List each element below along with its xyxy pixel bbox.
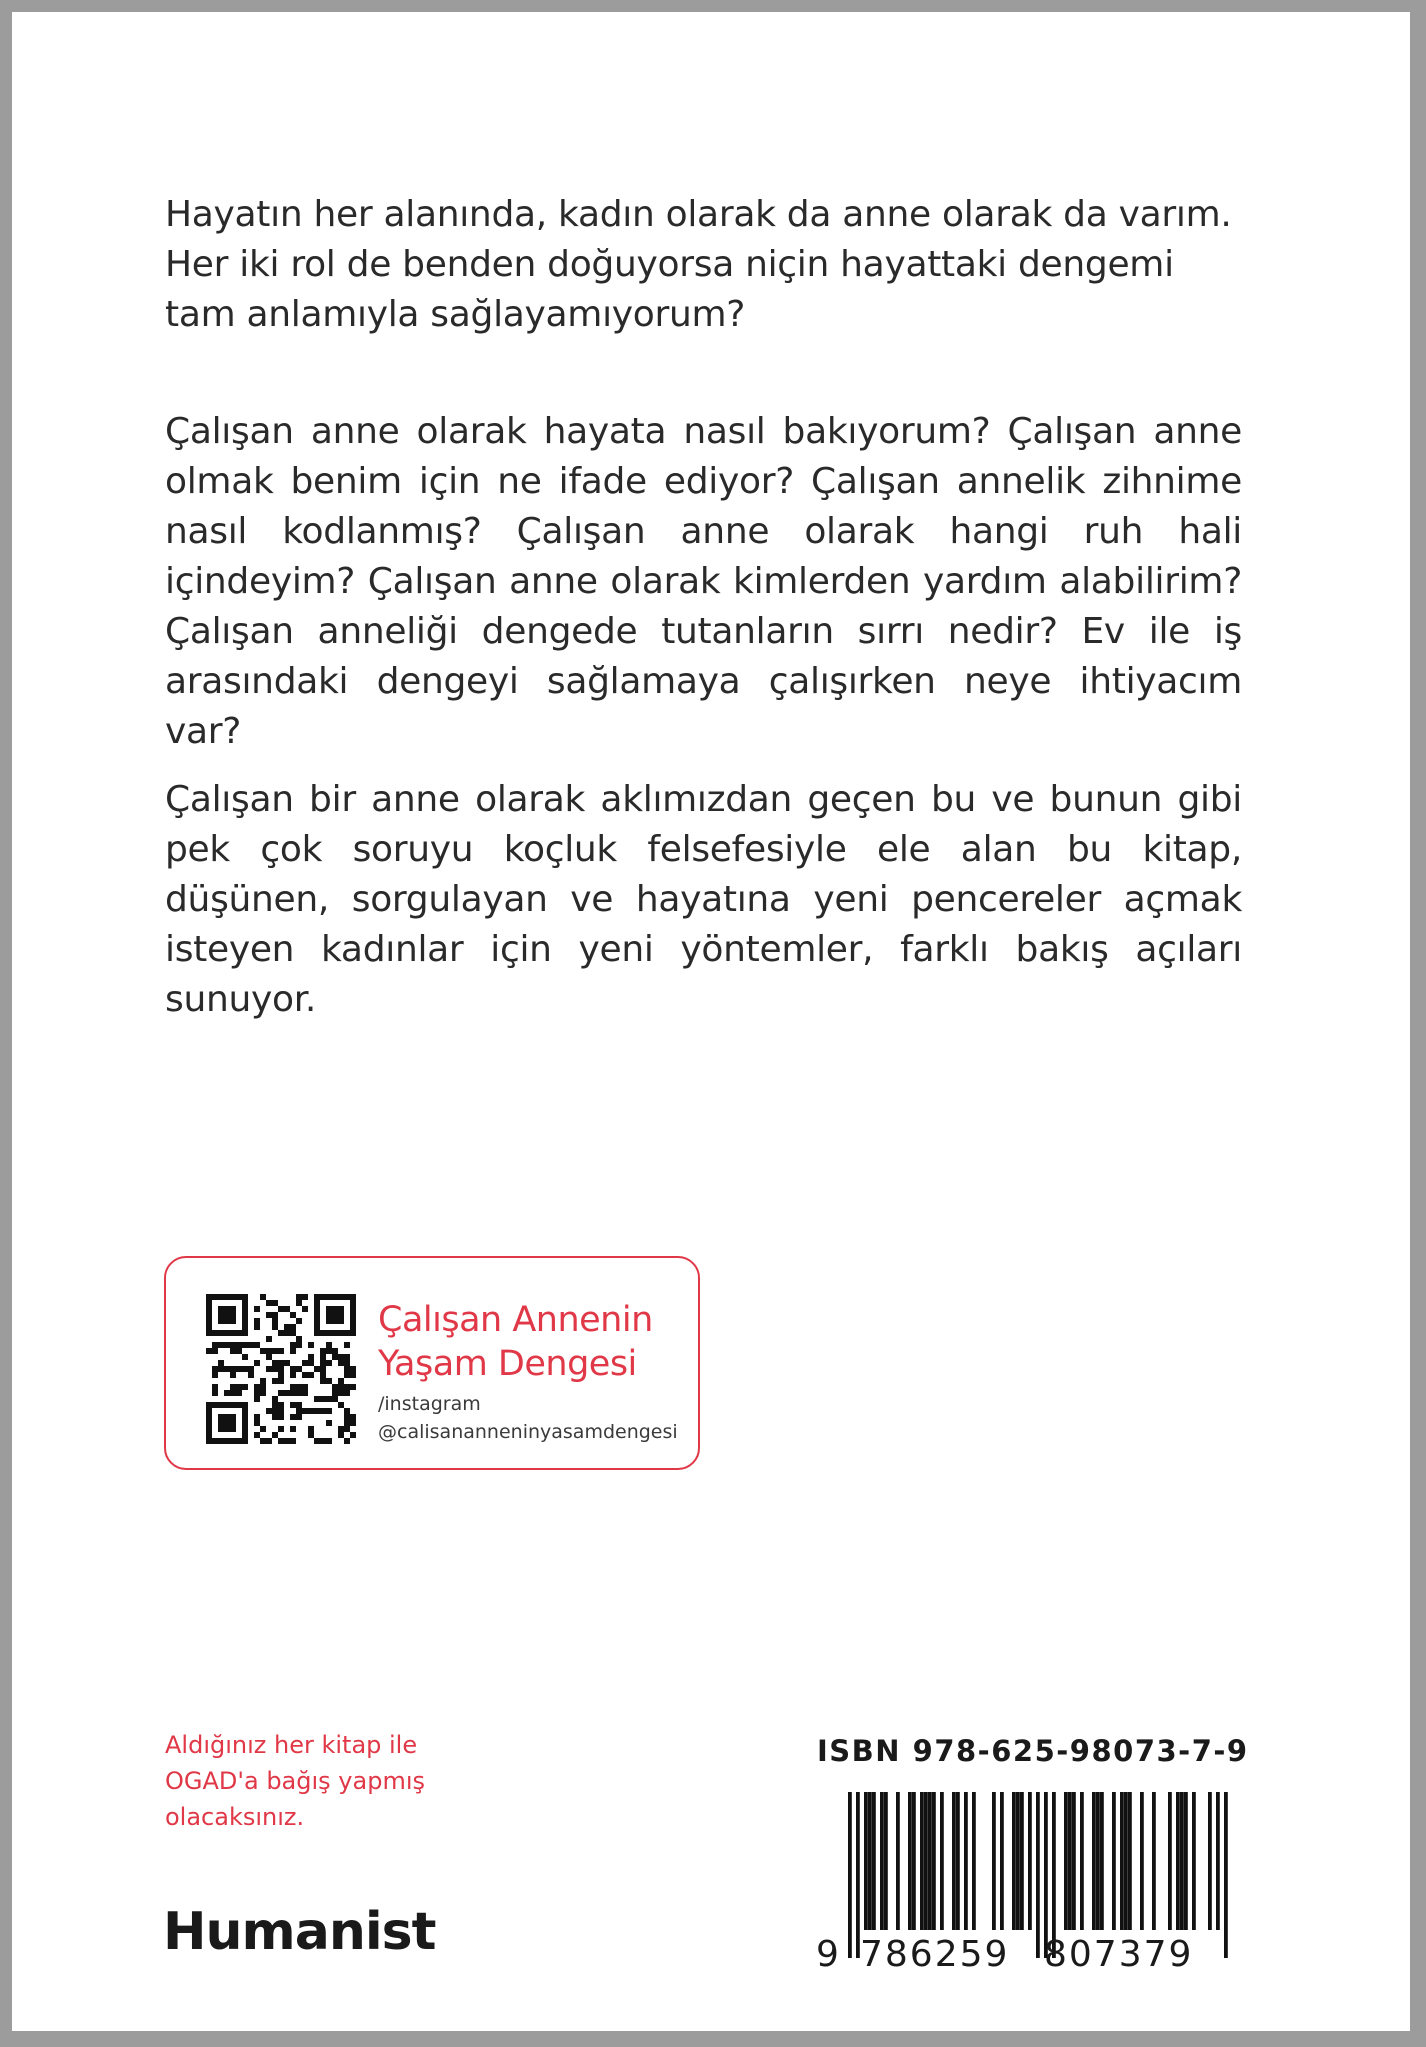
instagram-promo-box xyxy=(164,1256,700,1470)
donation-line-1: Aldığınız her kitap ile xyxy=(165,1731,418,1759)
barcode-digits-right: 807379 xyxy=(1044,1934,1194,1972)
instagram-username: @calisananneninyasamdengesi xyxy=(378,1421,678,1443)
instagram-handle xyxy=(378,1390,678,1446)
donation-note xyxy=(165,1727,425,1835)
qr-code-icon[interactable] xyxy=(206,1294,356,1444)
isbn-label: ISBN 978-625-98073-7-9 xyxy=(817,1734,1249,1768)
blurb-paragraph-2: Çalışan anne olarak hayata nasıl bakıyorum? Çalışan anne olmak benim için ne ifade ediyor? Çalışan annelik zihnime nasıl kodlanmış? Çalışan anne olarak hangi ruh hali içindeyim? Çalışan anne olarak kimlerden yardım alabilirim? Çalışan anneliği dengede tutanların sırrı nedir? Ev ile iş arasındaki dengeyi sağlamaya çalışırken neye ihtiyacım var? xyxy=(165,411,1242,752)
promo-title-line-1: Çalışan Annenin xyxy=(378,1300,653,1340)
barcode-icon xyxy=(812,1792,1242,1972)
donation-line-3: olacaksınız. xyxy=(165,1803,305,1831)
back-cover xyxy=(12,12,1410,2031)
blurb-paragraph-1: Hayatın her alanında, kadın olarak da anne olarak da varım. Her iki rol de benden doğuyorsa niçin hayattaki dengemi tam anlamıyla sağlayamıyorum? xyxy=(165,194,1232,335)
barcode-digit-first: 9 xyxy=(816,1934,839,1972)
promo-title xyxy=(378,1298,653,1386)
barcode-digits-left: 786259 xyxy=(860,1934,1010,1972)
donation-line-2: OGAD'a bağış yapmış xyxy=(165,1767,425,1795)
blurb-paragraph-3: Çalışan bir anne olarak aklımızdan geçen bu ve bunun gibi pek çok soruyu koçluk felsefesiyle ele alan bu kitap, düşünen, sorgulayan ve hayatına yeni pencereler açmak isteyen kadınlar için yeni yöntemler, farklı bakış açıları sunuyor. xyxy=(165,779,1242,1020)
instagram-label: /instagram xyxy=(378,1393,481,1415)
promo-title-line-2: Yaşam Dengesi xyxy=(378,1344,637,1384)
publisher-logo: Humanist xyxy=(163,1902,436,1962)
